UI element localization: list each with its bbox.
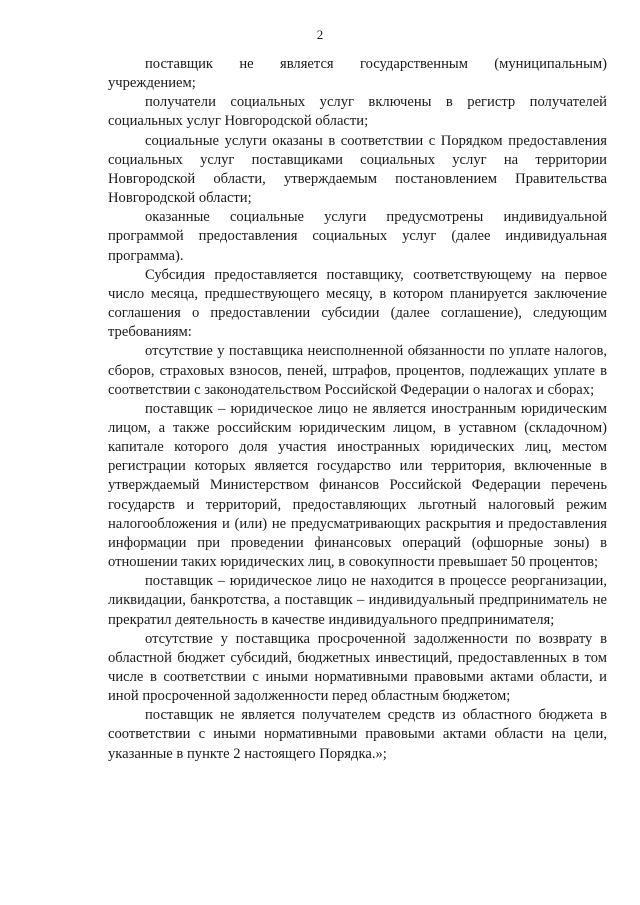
page-number: 2 [316, 27, 324, 42]
paragraph-requirement-individual-program: оказанные социальные услуги предусмотрены индивидуальной программой предоставления социальных услуг (далее индивидуальная программа). [108, 209, 607, 264]
paragraph-requirement-services-per-procedure: социальные услуги оказаны в соответствии с Порядком предоставления социальных услуг поставщиками социальных услуг на территории Новгородской области, утверждаемым постановлением Правительства Новгородской области; [108, 132, 607, 207]
paragraph-not-in-liquidation: поставщик – юридическое лицо не находится в процессе реорганизации, ликвидации, банкротства, а поставщик – индивидуальный предприниматель не прекратил деятельность в качестве индивидуального предпринимателя; [108, 573, 607, 628]
paragraph-requirement-recipients-registered: получатели социальных услуг включены в регистр получателей социальных услуг Новгородской области; [108, 94, 607, 130]
paragraph-not-other-recipient: поставщик не является получателем средств из областного бюджета в соответствии с иными нормативными правовыми актами области на цели, указанные в пункте 2 настоящего Порядка.»; [108, 707, 607, 762]
paragraph-subsidy-conditions: Субсидия предоставляется поставщику, соответствующему на первое число месяца, предшествующего месяцу, в котором планируется заключение соглашения о предоставлении субсидии (далее соглашение), следующим требованиям: [108, 266, 607, 341]
paragraph-no-overdue-debt: отсутствие у поставщика просроченной задолженности по возврату в областной бюджет субсидий, бюджетных инвестиций, предоставленных в том числе в соответствии с иными нормативными правовыми актами области, и иной просроченной задолженности перед областным бюджетом; [108, 630, 607, 705]
paragraph-not-foreign-entity: поставщик – юридическое лицо не является иностранным юридическим лицом, а также российским юридическим лицом, в уставном (складочном) капитале которого доля участия иностранных юридических лиц, местом регистрации которых является государство или территория, включенные в утверждаемый Министерством финансов Российской Федерации перечень государств и территорий, предоставляющих льготный налоговый режим налогообложения и (или) не предусматривающих раскрытия и предоставления информации при проведении финансовых операций (офшорные зоны) в отношении таких юридических лиц, в совокупности превышает 50 процентов; [108, 400, 607, 571]
paragraph-requirement-not-state-institution: поставщик не является государственным (муниципальным) учреждением; [108, 56, 607, 92]
paragraph-no-tax-debt: отсутствие у поставщика неисполненной обязанности по уплате налогов, сборов, страховых взносов, пеней, штрафов, процентов, подлежащих уплате в соответствии с законодательством Российской Федерации о налогах и сборах; [108, 343, 607, 398]
document-body [108, 55, 607, 764]
